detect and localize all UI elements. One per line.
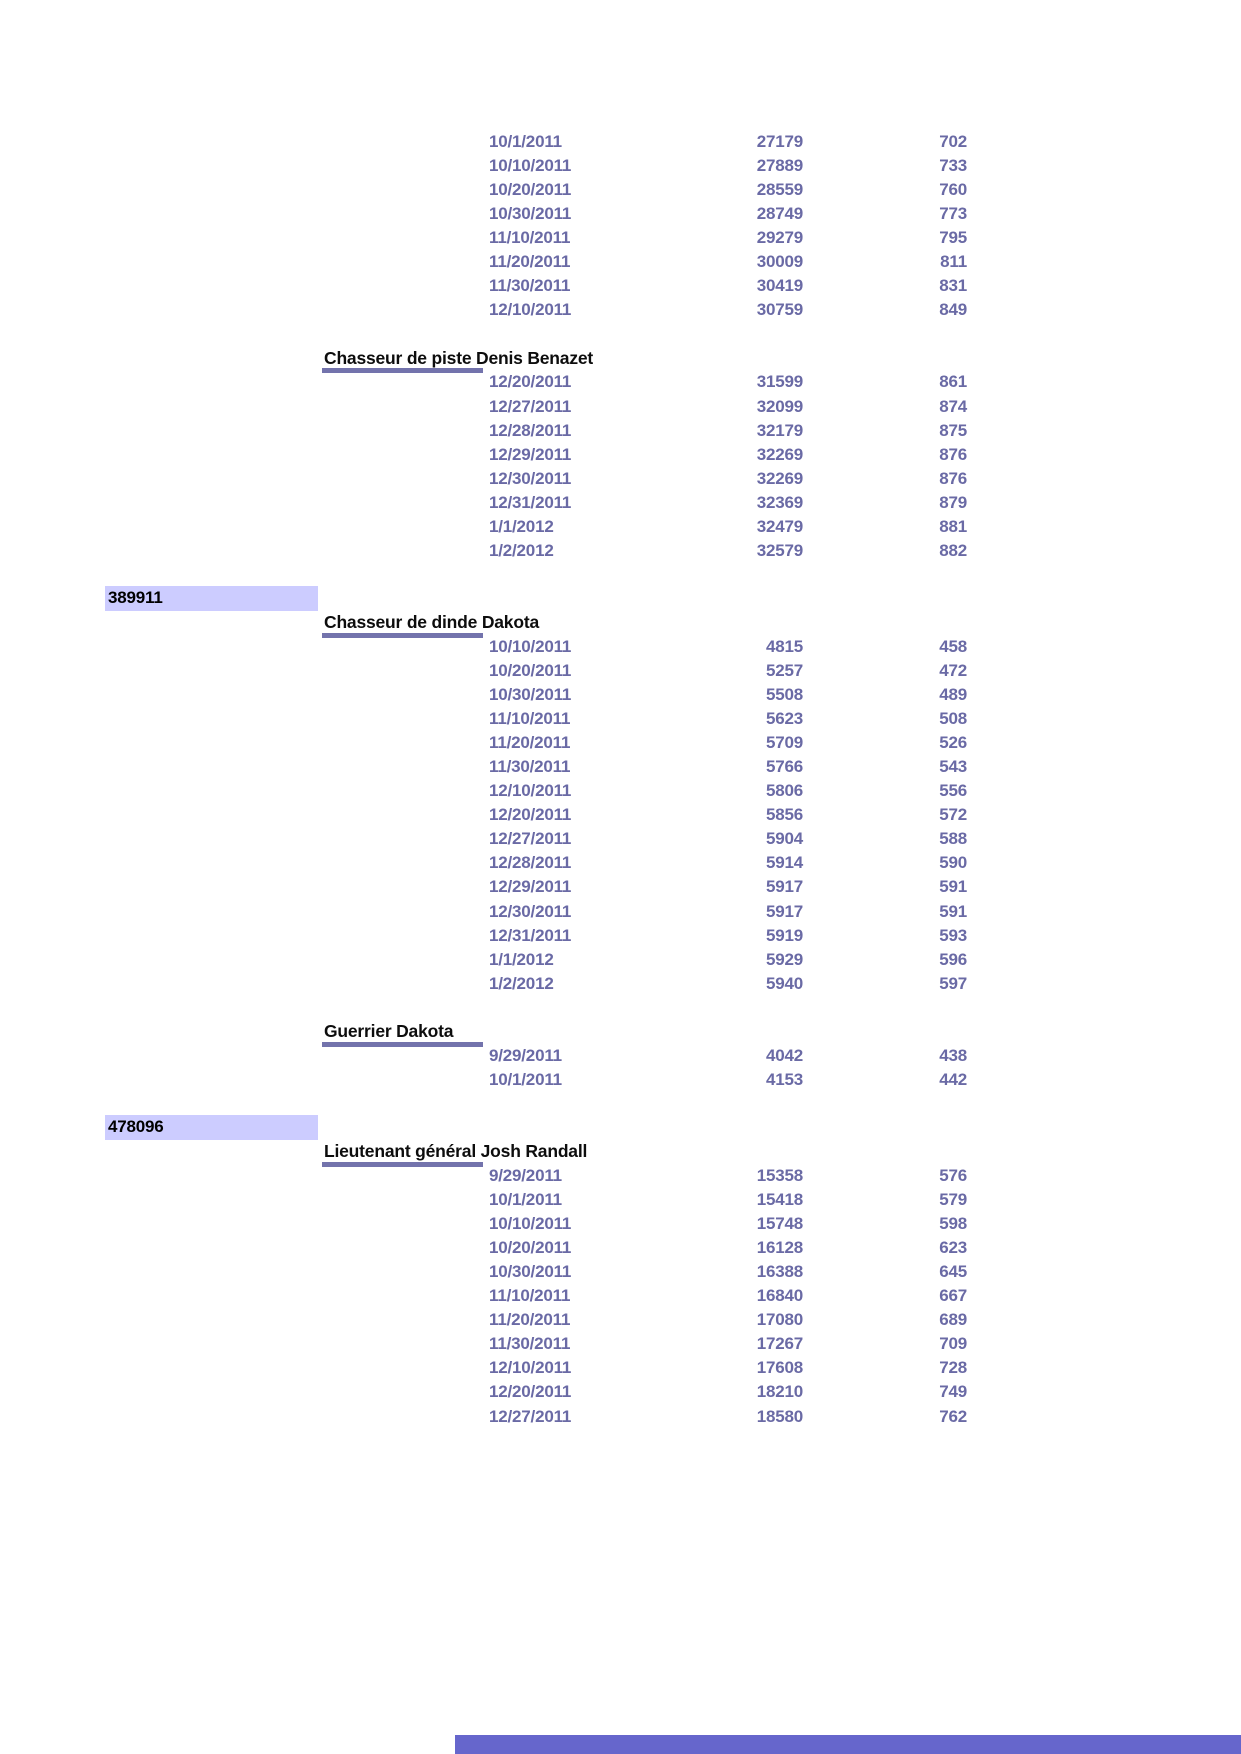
table-row — [0, 1068, 1241, 1092]
value-primary-cell: 32179 — [756, 420, 803, 440]
value-primary-cell: 18210 — [756, 1382, 803, 1402]
value-primary-cell: 5856 — [765, 805, 803, 825]
value-primary-cell: 5709 — [765, 733, 803, 753]
value-primary-cell: 30759 — [756, 300, 803, 320]
value-secondary-cell: 709 — [939, 1334, 967, 1354]
table-row — [0, 395, 1241, 419]
spacer-row — [0, 1092, 1241, 1116]
value-primary-cell: 5904 — [765, 829, 803, 849]
value-primary-cell: 4153 — [765, 1069, 803, 1089]
date-cell: 11/30/2011 — [489, 276, 571, 296]
value-secondary-cell: 762 — [939, 1406, 967, 1426]
value-secondary-cell: 508 — [939, 709, 967, 729]
table-row — [0, 1380, 1241, 1404]
section-header: Chasseur de piste Denis Benazet — [324, 347, 594, 368]
date-cell: 11/30/2011 — [489, 757, 571, 777]
table-row — [0, 250, 1241, 274]
date-cell: 12/27/2011 — [489, 829, 572, 849]
value-secondary-cell: 438 — [939, 1045, 967, 1065]
table-row — [0, 1404, 1241, 1428]
value-primary-cell: 5940 — [765, 973, 803, 993]
value-primary-cell: 30419 — [756, 276, 803, 296]
date-cell: 10/20/2011 — [489, 1238, 572, 1258]
table-row — [0, 1236, 1241, 1260]
date-cell: 11/20/2011 — [489, 1310, 571, 1330]
spacer-row — [0, 322, 1241, 346]
value-secondary-cell: 749 — [939, 1382, 967, 1402]
value-secondary-cell: 667 — [939, 1286, 967, 1306]
date-cell: 11/10/2011 — [489, 1286, 571, 1306]
value-secondary-cell: 572 — [939, 805, 967, 825]
table-row — [0, 226, 1241, 250]
value-primary-cell: 17080 — [756, 1310, 803, 1330]
section-header-row — [0, 346, 1241, 370]
value-secondary-cell: 689 — [939, 1310, 967, 1330]
value-secondary-cell: 579 — [939, 1190, 967, 1210]
record-id: 478096 — [105, 1115, 318, 1140]
table-row — [0, 707, 1241, 731]
data-table — [0, 130, 1241, 1429]
table-row — [0, 659, 1241, 683]
value-secondary-cell: 597 — [939, 973, 967, 993]
value-secondary-cell: 702 — [939, 132, 967, 152]
table-row — [0, 298, 1241, 322]
value-primary-cell: 5917 — [765, 877, 803, 897]
date-cell: 12/27/2011 — [489, 396, 572, 416]
value-secondary-cell: 728 — [939, 1358, 967, 1378]
value-secondary-cell: 458 — [939, 637, 967, 656]
value-secondary-cell: 876 — [939, 468, 967, 488]
value-primary-cell: 5623 — [765, 709, 803, 729]
value-secondary-cell: 875 — [939, 420, 967, 440]
value-secondary-cell: 861 — [939, 372, 967, 392]
table-row — [0, 443, 1241, 467]
value-secondary-cell: 760 — [939, 180, 967, 200]
date-cell: 1/2/2012 — [489, 540, 554, 560]
date-cell: 12/20/2011 — [489, 1382, 572, 1402]
date-cell: 12/20/2011 — [489, 805, 572, 825]
value-primary-cell: 5806 — [765, 781, 803, 801]
table-row — [0, 948, 1241, 972]
table-row — [0, 1164, 1241, 1188]
value-primary-cell: 5929 — [765, 949, 803, 969]
table-row — [0, 178, 1241, 202]
date-cell: 10/10/2011 — [489, 637, 572, 656]
spacer-row — [0, 996, 1241, 1020]
section-header: Chasseur de dinde Dakota — [324, 612, 539, 633]
table-row — [0, 1260, 1241, 1284]
table-row — [0, 515, 1241, 539]
date-cell: 9/29/2011 — [489, 1166, 562, 1186]
value-primary-cell: 32099 — [756, 396, 803, 416]
value-secondary-cell: 442 — [939, 1069, 967, 1089]
value-primary-cell: 17267 — [756, 1334, 803, 1354]
value-primary-cell: 4042 — [765, 1045, 803, 1065]
date-cell: 10/10/2011 — [489, 156, 572, 176]
value-secondary-cell: 591 — [939, 901, 967, 921]
value-primary-cell: 5257 — [765, 661, 803, 681]
value-primary-cell: 5766 — [765, 757, 803, 777]
date-cell: 12/30/2011 — [489, 468, 572, 488]
record-id-row — [0, 587, 1241, 611]
table-row — [0, 1044, 1241, 1068]
table-row — [0, 1332, 1241, 1356]
date-cell: 11/30/2011 — [489, 1334, 571, 1354]
bottom-bar — [455, 1735, 1241, 1754]
value-secondary-cell: 881 — [939, 516, 967, 536]
date-cell: 12/30/2011 — [489, 901, 572, 921]
table-row — [0, 779, 1241, 803]
value-secondary-cell: 733 — [939, 156, 967, 176]
value-secondary-cell: 831 — [939, 276, 967, 296]
table-row — [0, 683, 1241, 707]
table-row — [0, 1356, 1241, 1380]
value-primary-cell: 16128 — [756, 1238, 803, 1258]
value-secondary-cell: 526 — [939, 733, 967, 753]
table-row — [0, 827, 1241, 851]
value-primary-cell: 5919 — [765, 925, 803, 945]
value-primary-cell: 5917 — [765, 901, 803, 921]
date-cell: 10/30/2011 — [489, 204, 572, 224]
value-secondary-cell: 876 — [939, 444, 967, 464]
table-row — [0, 755, 1241, 779]
value-secondary-cell: 598 — [939, 1214, 967, 1234]
value-secondary-cell: 489 — [939, 685, 967, 705]
value-secondary-cell: 849 — [939, 300, 967, 320]
value-primary-cell: 15418 — [756, 1190, 803, 1210]
date-cell: 12/29/2011 — [489, 877, 572, 897]
table-row — [0, 1308, 1241, 1332]
table-row — [0, 1188, 1241, 1212]
value-secondary-cell: 795 — [939, 228, 967, 248]
table-row — [0, 972, 1241, 996]
table-row — [0, 803, 1241, 827]
value-primary-cell: 28749 — [756, 204, 803, 224]
value-secondary-cell: 645 — [939, 1262, 967, 1282]
value-secondary-cell: 811 — [940, 252, 967, 272]
date-cell: 10/20/2011 — [489, 180, 572, 200]
table-row — [0, 731, 1241, 755]
date-cell: 10/10/2011 — [489, 1214, 572, 1234]
spacer-row — [0, 563, 1241, 587]
section-header: Guerrier Dakota — [324, 1021, 454, 1042]
value-primary-cell: 18580 — [756, 1406, 803, 1426]
table-row — [0, 419, 1241, 443]
value-secondary-cell: 879 — [939, 492, 967, 512]
value-secondary-cell: 874 — [939, 396, 967, 416]
date-cell: 10/1/2011 — [489, 1190, 562, 1210]
table-row — [0, 1284, 1241, 1308]
date-cell: 11/20/2011 — [489, 733, 571, 753]
value-primary-cell: 15358 — [756, 1166, 803, 1186]
table-row — [0, 635, 1241, 659]
date-cell: 10/20/2011 — [489, 661, 572, 681]
value-secondary-cell: 623 — [939, 1238, 967, 1258]
date-cell: 12/20/2011 — [489, 372, 572, 392]
value-secondary-cell: 556 — [939, 781, 967, 801]
value-secondary-cell: 593 — [939, 925, 967, 945]
section-header: Lieutenant général Josh Randall — [324, 1141, 588, 1162]
table-row — [0, 274, 1241, 298]
table-row — [0, 202, 1241, 226]
date-cell: 12/29/2011 — [489, 444, 572, 464]
date-cell: 12/10/2011 — [489, 1358, 572, 1378]
section-header-row — [0, 1020, 1241, 1044]
date-cell: 12/28/2011 — [489, 853, 572, 873]
table-row — [0, 1212, 1241, 1236]
value-primary-cell: 16388 — [756, 1262, 803, 1282]
value-primary-cell: 16840 — [756, 1286, 803, 1306]
value-secondary-cell: 588 — [939, 829, 967, 849]
value-secondary-cell: 773 — [939, 204, 967, 224]
date-cell: 1/1/2012 — [489, 516, 554, 536]
date-cell: 10/1/2011 — [489, 1069, 562, 1089]
value-secondary-cell: 543 — [939, 757, 967, 777]
value-secondary-cell: 576 — [939, 1166, 967, 1186]
table-row — [0, 539, 1241, 563]
value-primary-cell: 32269 — [756, 468, 803, 488]
date-cell: 12/31/2011 — [489, 925, 572, 945]
value-primary-cell: 27889 — [756, 156, 803, 176]
value-primary-cell: 30009 — [756, 252, 803, 272]
value-secondary-cell: 882 — [939, 540, 967, 560]
date-cell: 9/29/2011 — [489, 1045, 562, 1065]
section-header-row — [0, 1140, 1241, 1164]
date-cell: 12/31/2011 — [489, 492, 572, 512]
value-secondary-cell: 590 — [939, 853, 967, 873]
value-primary-cell: 5508 — [765, 685, 803, 705]
value-primary-cell: 28559 — [756, 180, 803, 200]
value-primary-cell: 31599 — [756, 372, 803, 392]
table-row — [0, 370, 1241, 394]
date-cell: 12/10/2011 — [489, 300, 572, 320]
date-cell: 11/10/2011 — [489, 228, 571, 248]
value-primary-cell: 15748 — [756, 1214, 803, 1234]
record-id-row — [0, 1116, 1241, 1140]
value-primary-cell: 4815 — [765, 637, 803, 656]
value-primary-cell: 17608 — [756, 1358, 803, 1378]
table-row — [0, 154, 1241, 178]
value-primary-cell: 32479 — [756, 516, 803, 536]
date-cell: 10/30/2011 — [489, 1262, 572, 1282]
section-header-row — [0, 611, 1241, 635]
date-cell: 12/28/2011 — [489, 420, 572, 440]
date-cell: 12/27/2011 — [489, 1406, 572, 1426]
table-row — [0, 900, 1241, 924]
table-row — [0, 130, 1241, 154]
value-primary-cell: 32269 — [756, 444, 803, 464]
table-row — [0, 491, 1241, 515]
value-primary-cell: 32369 — [756, 492, 803, 512]
value-secondary-cell: 472 — [939, 661, 967, 681]
value-primary-cell: 32579 — [756, 540, 803, 560]
table-row — [0, 851, 1241, 875]
value-primary-cell: 29279 — [756, 228, 803, 248]
table-row — [0, 924, 1241, 948]
date-cell: 10/30/2011 — [489, 685, 572, 705]
date-cell: 12/10/2011 — [489, 781, 572, 801]
value-secondary-cell: 591 — [939, 877, 967, 897]
record-id: 389911 — [105, 586, 318, 611]
date-cell: 11/10/2011 — [489, 709, 571, 729]
date-cell: 10/1/2011 — [489, 132, 562, 152]
value-primary-cell: 5914 — [765, 853, 803, 873]
value-secondary-cell: 596 — [939, 949, 967, 969]
value-primary-cell: 27179 — [756, 132, 803, 152]
date-cell: 1/2/2012 — [489, 973, 554, 993]
date-cell: 1/1/2012 — [489, 949, 554, 969]
date-cell: 11/20/2011 — [489, 252, 571, 272]
table-row — [0, 467, 1241, 491]
table-row — [0, 875, 1241, 899]
